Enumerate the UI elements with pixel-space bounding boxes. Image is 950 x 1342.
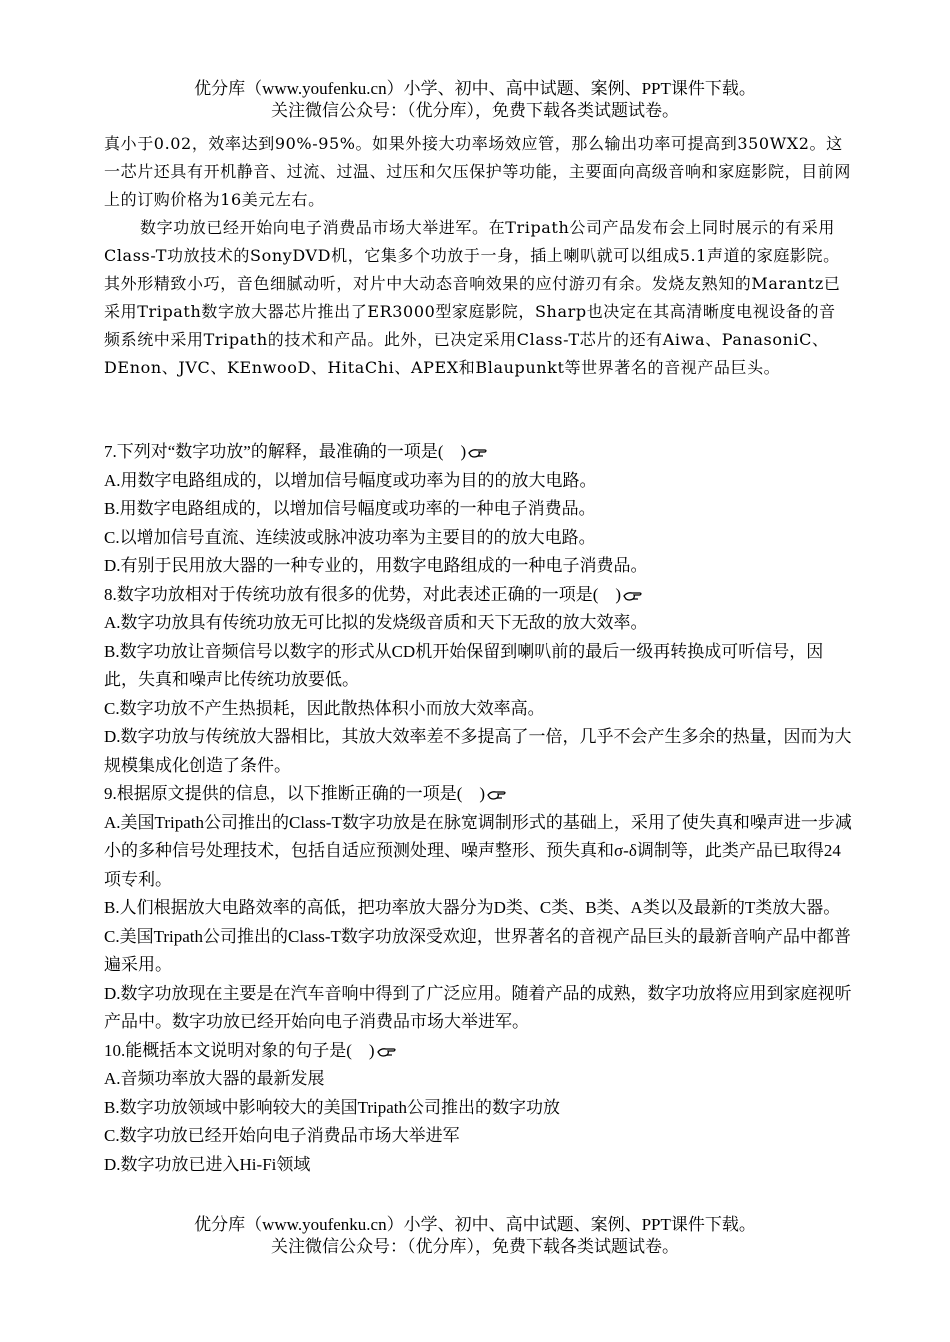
option-c: C.美国Tripath公司推出的Class-T数字功放深受欢迎，世界著名的音视产品巨头的最新音响产品中都普遍采用。 [104, 926, 851, 974]
option-c: C.数字功放已经开始向电子消费品市场大举进军 [104, 1126, 460, 1145]
question-10 [104, 1037, 852, 1180]
question-stem: 8.数字功放相对于传统功放有很多的优势，对此表述正确的一项是( ) [104, 581, 852, 610]
question-stem: 9.根据原文提供的信息，以下推断正确的一项是( ) [104, 780, 852, 809]
pointing-hand-icon [377, 1046, 397, 1058]
option-a: A.数字功放具有传统功放无可比拟的发烧级音质和天下无敌的放大效率。 [104, 613, 648, 632]
passage-paragraph-2: 数字功放已经开始向电子消费品市场大举进军。在Tripath公司产品发布会上同时展示的有采用Class-T功放技术的SonyDVD机，它集多个功放于一身，插上喇叭就可以组成5.1声道的家庭影院。其外形精致小巧，音色细腻动听，对片中大动态音响效果的应付游刃有余。发烧友熟知的Marantz已采用Tripath数字放大器芯片推出了ER3000型家庭影院，Sharp也决定在其高清晰度电视设备的音频系统中采用Tripath的技术和产品。此外，已决定采用Class-T芯片的还有Aiwa、PanasoniC、DEnon、JVC、KEnwooD、HitaChi、APEX和Blaupunkt等世界著名的音视产品巨头。 [104, 218, 841, 377]
pointing-hand-icon [468, 447, 488, 459]
option-b: B.数字功放领域中影响较大的美国Tripath公司推出的数字功放 [104, 1097, 561, 1117]
option-d: D.数字功放已进入Hi-Fi领域 [104, 1154, 311, 1174]
header-line-2: 关注微信公众号：（优分库），免费下载各类试题试卷。 [271, 101, 679, 120]
question-9 [104, 780, 852, 1037]
option-b: B.人们根据放大电路效率的高低，把功率放大器分为D类、C类、B类、A类以及最新的T类放大器。 [104, 898, 841, 917]
option-b: B.用数字电路组成的，以增加信号幅度或功率的一种电子消费品。 [104, 499, 596, 518]
footer-line-1: 优分库（www.youfenku.cn）小学、初中、高中试题、案例、PPT课件下载。 [194, 1215, 756, 1234]
passage [104, 130, 852, 382]
pointing-hand-icon [623, 590, 643, 602]
header-line-1: 优分库（www.youfenku.cn）小学、初中、高中试题、案例、PPT课件下载。 [194, 79, 756, 98]
question-stem: 7.下列对“数字功放”的解释，最准确的一项是( ) [104, 438, 852, 467]
option-b: B.数字功放让音频信号以数字的形式从CD机开始保留到喇叭前的最后一级再转换成可听信号，因此，失真和噪声比传统功放要低。 [104, 641, 824, 689]
question-7 [104, 438, 852, 581]
option-d: D.数字功放现在主要是在汽车音响中得到了广泛应用。随着产品的成熟，数字功放将应用到家庭视听产品中。数字功放已经开始向电子消费品市场大举进军。 [104, 983, 852, 1031]
passage-paragraph-1: 真小于0.02，效率达到90%-95%。如果外接大功率场效应管，那么输出功率可提高到350WX2。这一芯片还具有开机静音、过流、过温、过压和欠压保护等功能，主要面向高级音响和家庭影院，目前网上的订购价格为16美元左右。 [104, 134, 852, 209]
option-a: A.美国Tripath公司推出的Class-T数字功放是在脉宽调制形式的基础上，采用了使失真和噪声进一步减小的多种信号处理技术，包括自适应预测处理、噪声整形、预失真和σ-δ调制等，此类产品已取得24项专利。 [104, 812, 852, 889]
option-d: D.数字功放与传统放大器相比，其放大效率差不多提高了一倍，几乎不会产生多余的热量，因而为大规模集成化创造了条件。 [104, 727, 852, 775]
option-a: A.用数字电路组成的，以增加信号幅度或功率为目的的放大电路。 [104, 470, 597, 490]
option-c: C.以增加信号直流、连续波或脉冲波功率为主要目的的放大电路。 [104, 527, 596, 547]
question-stem: 10.能概括本文说明对象的句子是( ) [104, 1037, 852, 1066]
page-header [0, 78, 950, 122]
question-list [104, 438, 852, 1179]
question-8 [104, 581, 852, 781]
page-footer [0, 1214, 950, 1258]
pointing-hand-icon [487, 789, 507, 801]
option-d: D.有别于民用放大器的一种专业的，用数字电路组成的一种电子消费品。 [104, 556, 648, 575]
footer-line-2: 关注微信公众号：（优分库），免费下载各类试题试卷。 [271, 1237, 679, 1256]
option-c: C.数字功放不产生热损耗，因此散热体积小而放大效率高。 [104, 698, 545, 718]
option-a: A.音频功率放大器的最新发展 [104, 1069, 325, 1088]
